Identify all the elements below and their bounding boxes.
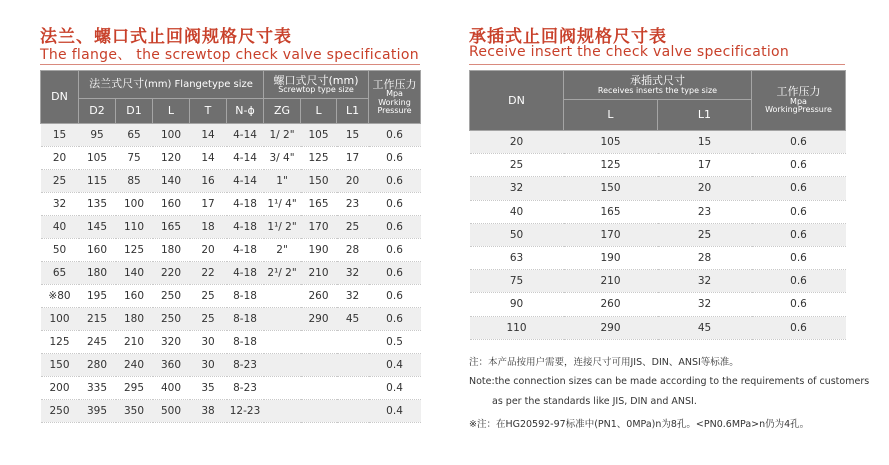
left-table-cell: 0.6 bbox=[369, 147, 421, 170]
left-table-cell: 240 bbox=[116, 354, 153, 377]
col-header-screw-l: L bbox=[301, 99, 337, 124]
left-table-body bbox=[41, 124, 421, 423]
left-table-cell: 190 bbox=[301, 239, 337, 262]
pressure-cn: 工作压力 bbox=[372, 77, 417, 91]
left-table-cell: 135 bbox=[79, 193, 116, 216]
pressure-en-mpa: Mpa bbox=[386, 89, 403, 99]
left-table-cell: 105 bbox=[79, 147, 116, 170]
left-table-cell bbox=[301, 400, 337, 423]
left-table-cell bbox=[301, 377, 337, 400]
left-table-cell: 65 bbox=[41, 262, 79, 285]
right-table-row bbox=[470, 154, 846, 177]
col-header-t: T bbox=[190, 99, 227, 124]
left-table-cell: 140 bbox=[153, 170, 190, 193]
left-table-cell: 250 bbox=[41, 400, 79, 423]
right-col-header-pressure bbox=[752, 71, 846, 131]
flange-group-cn: 法兰式尺寸 bbox=[89, 77, 145, 91]
left-table-cell: 4-14 bbox=[227, 170, 264, 193]
left-table-row bbox=[41, 147, 421, 170]
right-table-cell: 17 bbox=[658, 154, 752, 177]
left-table-cell: 320 bbox=[153, 331, 190, 354]
right-table-cell: 15 bbox=[658, 131, 752, 154]
left-table-cell: 125 bbox=[116, 239, 153, 262]
left-table-cell: 335 bbox=[79, 377, 116, 400]
right-table-cell: 45 bbox=[658, 316, 752, 339]
left-table-cell: 150 bbox=[41, 354, 79, 377]
left-table-cell: 245 bbox=[79, 331, 116, 354]
right-table-cell: 23 bbox=[658, 200, 752, 223]
left-table-cell: 22 bbox=[190, 262, 227, 285]
left-table-cell: 1¹/ 4" bbox=[264, 193, 301, 216]
left-table-cell: 160 bbox=[116, 285, 153, 308]
left-table-cell: 400 bbox=[153, 377, 190, 400]
right-title-cn: 承插式止回阀规格尺寸表 bbox=[469, 27, 667, 47]
left-table-cell: 145 bbox=[79, 216, 116, 239]
left-table-cell: 0.6 bbox=[369, 216, 421, 239]
col-header-pressure bbox=[369, 71, 421, 124]
right-col-header-dn: DN bbox=[470, 71, 564, 131]
right-table-cell: 63 bbox=[470, 246, 564, 269]
right-table-row bbox=[470, 293, 846, 316]
left-table-cell: 120 bbox=[153, 147, 190, 170]
left-table-cell: 16 bbox=[190, 170, 227, 193]
left-table-cell bbox=[264, 354, 301, 377]
right-table-row bbox=[470, 200, 846, 223]
left-table-cell: 295 bbox=[116, 377, 153, 400]
right-table-cell: 40 bbox=[470, 200, 564, 223]
right-table-cell: 32 bbox=[658, 270, 752, 293]
left-table-cell: 50 bbox=[41, 239, 79, 262]
col-header-dn: DN bbox=[41, 71, 79, 124]
left-table-cell: 0.6 bbox=[369, 262, 421, 285]
left-table-row bbox=[41, 124, 421, 147]
left-table-cell: 250 bbox=[153, 308, 190, 331]
left-table-cell: 3/ 4" bbox=[264, 147, 301, 170]
left-table-row bbox=[41, 354, 421, 377]
right-table-cell: 32 bbox=[470, 177, 564, 200]
right-table-cell: 0.6 bbox=[752, 246, 846, 269]
left-table-cell: 150 bbox=[301, 170, 337, 193]
right-table-cell: 32 bbox=[658, 293, 752, 316]
left-table-cell: 0.6 bbox=[369, 124, 421, 147]
left-table-cell: 20 bbox=[190, 239, 227, 262]
left-table-row bbox=[41, 262, 421, 285]
left-table-cell: 25 bbox=[190, 285, 227, 308]
left-table-cell: 1" bbox=[264, 170, 301, 193]
right-pressure-en-mpa: Mpa bbox=[790, 96, 807, 106]
right-table-cell: 125 bbox=[564, 154, 658, 177]
left-table-cell: 280 bbox=[79, 354, 116, 377]
left-table-cell: 140 bbox=[116, 262, 153, 285]
left-table-cell: 500 bbox=[153, 400, 190, 423]
left-table-cell bbox=[337, 377, 369, 400]
left-table-cell: 125 bbox=[301, 147, 337, 170]
left-table-cell bbox=[337, 354, 369, 377]
left-table-cell: 32 bbox=[41, 193, 79, 216]
left-table-cell: 85 bbox=[116, 170, 153, 193]
left-table-cell bbox=[337, 331, 369, 354]
left-table-cell: 125 bbox=[41, 331, 79, 354]
left-table-cell: 15 bbox=[337, 124, 369, 147]
left-table-cell: 14 bbox=[190, 147, 227, 170]
right-table-row bbox=[470, 177, 846, 200]
left-table-cell: 0.6 bbox=[369, 239, 421, 262]
right-title-rule bbox=[469, 64, 845, 65]
left-table-cell: 30 bbox=[190, 331, 227, 354]
note-line-3: as per the standards like JIS, DIN and ANSI. bbox=[492, 396, 697, 407]
right-table-row bbox=[470, 316, 846, 339]
right-table-body bbox=[470, 131, 846, 340]
left-table-cell: 8-23 bbox=[227, 377, 264, 400]
left-table-cell: 25 bbox=[41, 170, 79, 193]
left-table-cell bbox=[337, 400, 369, 423]
left-table-cell: 0.4 bbox=[369, 400, 421, 423]
left-table-cell: 20 bbox=[337, 170, 369, 193]
left-table-cell: 17 bbox=[337, 147, 369, 170]
left-title-cn: 法兰、螺口式止回阀规格尺寸表 bbox=[40, 27, 292, 47]
pressure-en-working: Working bbox=[378, 97, 411, 107]
left-table-cell: 32 bbox=[337, 262, 369, 285]
right-table-cell: 210 bbox=[564, 270, 658, 293]
left-table-cell: 40 bbox=[41, 216, 79, 239]
left-table-cell: 210 bbox=[116, 331, 153, 354]
left-table-cell: 180 bbox=[116, 308, 153, 331]
left-table-cell: ※80 bbox=[41, 285, 79, 308]
left-table-cell: 0.4 bbox=[369, 354, 421, 377]
left-table-cell bbox=[301, 354, 337, 377]
right-table-row bbox=[470, 131, 846, 154]
right-table-cell: 165 bbox=[564, 200, 658, 223]
flange-group-header bbox=[79, 71, 264, 99]
left-table-cell: 165 bbox=[301, 193, 337, 216]
left-table-row bbox=[41, 285, 421, 308]
right-table-cell: 0.6 bbox=[752, 154, 846, 177]
right-table-cell: 50 bbox=[470, 223, 564, 246]
left-table-row bbox=[41, 170, 421, 193]
left-table-cell: 260 bbox=[301, 285, 337, 308]
note-line-4: ※注：在HG20592-97标准中(PN1、0MPa)n为8孔。<PN0.6MPa>n仍为4孔。 bbox=[469, 419, 810, 430]
right-table-cell: 110 bbox=[470, 316, 564, 339]
left-table-cell: 8-18 bbox=[227, 285, 264, 308]
left-table-cell: 160 bbox=[79, 239, 116, 262]
pressure-en-pressure: Pressure bbox=[377, 105, 412, 115]
left-table-cell: 180 bbox=[153, 239, 190, 262]
note-line-1: 注：本产品按用户需要，连接尺寸可用JIS、DIN、ANSI等标准。 bbox=[469, 357, 739, 368]
left-table-cell: 395 bbox=[79, 400, 116, 423]
left-table-cell: 4-18 bbox=[227, 193, 264, 216]
left-table-cell: 14 bbox=[190, 124, 227, 147]
left-table-row bbox=[41, 377, 421, 400]
left-table-row bbox=[41, 216, 421, 239]
left-table-cell bbox=[264, 308, 301, 331]
left-table-row bbox=[41, 331, 421, 354]
flange-group-en: (mm) Flangetype size bbox=[144, 79, 253, 91]
left-table-cell: 4-18 bbox=[227, 239, 264, 262]
right-table-cell: 90 bbox=[470, 293, 564, 316]
left-table-cell: 4-18 bbox=[227, 216, 264, 239]
left-table-cell bbox=[264, 331, 301, 354]
right-table-cell: 170 bbox=[564, 223, 658, 246]
left-table-cell: 4-18 bbox=[227, 262, 264, 285]
left-table-cell: 350 bbox=[116, 400, 153, 423]
right-group-en: Receives inserts the type size bbox=[597, 85, 718, 95]
left-table-cell: 15 bbox=[41, 124, 79, 147]
left-table-cell: 1¹/ 2" bbox=[264, 216, 301, 239]
right-col-header-l1: L1 bbox=[658, 100, 752, 131]
left-title-rule bbox=[40, 64, 420, 65]
left-table-cell: 165 bbox=[153, 216, 190, 239]
left-table-cell bbox=[264, 285, 301, 308]
col-header-l1: L1 bbox=[337, 99, 369, 124]
left-table-cell: 45 bbox=[337, 308, 369, 331]
right-table-cell: 25 bbox=[658, 223, 752, 246]
right-table-cell: 28 bbox=[658, 246, 752, 269]
left-table-cell: 20 bbox=[41, 147, 79, 170]
note-line-2: Note:the connection sizes can be made according to the requirements of customers bbox=[469, 376, 870, 387]
left-table-cell: 105 bbox=[301, 124, 337, 147]
right-table-cell: 0.6 bbox=[752, 223, 846, 246]
left-table-cell: 25 bbox=[337, 216, 369, 239]
left-table-cell: 160 bbox=[153, 193, 190, 216]
left-table-cell: 4-14 bbox=[227, 124, 264, 147]
left-table-cell: 35 bbox=[190, 377, 227, 400]
right-table-cell: 105 bbox=[564, 131, 658, 154]
left-table-cell: 18 bbox=[190, 216, 227, 239]
left-table-row bbox=[41, 239, 421, 262]
right-table-cell: 75 bbox=[470, 270, 564, 293]
right-table-cell: 190 bbox=[564, 246, 658, 269]
left-table-cell: 8-18 bbox=[227, 331, 264, 354]
left-table-cell: 65 bbox=[116, 124, 153, 147]
left-table-cell: 2¹/ 2" bbox=[264, 262, 301, 285]
left-table-cell: 220 bbox=[153, 262, 190, 285]
left-table-cell: 100 bbox=[41, 308, 79, 331]
left-table-cell: 0.4 bbox=[369, 377, 421, 400]
left-table-cell: 115 bbox=[79, 170, 116, 193]
left-table-cell: 0.6 bbox=[369, 193, 421, 216]
col-header-d2: D2 bbox=[79, 99, 116, 124]
left-table-cell: 12-23 bbox=[227, 400, 264, 423]
flange-screwtop-spec-table bbox=[40, 70, 421, 423]
left-table-cell bbox=[264, 377, 301, 400]
right-table-row bbox=[470, 246, 846, 269]
left-table-cell: 200 bbox=[41, 377, 79, 400]
left-table-row bbox=[41, 308, 421, 331]
left-table-cell: 290 bbox=[301, 308, 337, 331]
right-table-cell: 0.6 bbox=[752, 293, 846, 316]
right-table-cell: 0.6 bbox=[752, 131, 846, 154]
left-table-cell: 180 bbox=[79, 262, 116, 285]
left-table-cell: 0.6 bbox=[369, 170, 421, 193]
right-table-cell: 0.6 bbox=[752, 270, 846, 293]
right-table-row bbox=[470, 270, 846, 293]
left-table-cell: 0.6 bbox=[369, 285, 421, 308]
right-table-cell: 150 bbox=[564, 177, 658, 200]
left-table-cell: 38 bbox=[190, 400, 227, 423]
left-table-cell: 17 bbox=[190, 193, 227, 216]
left-table-cell: 250 bbox=[153, 285, 190, 308]
left-table-cell: 95 bbox=[79, 124, 116, 147]
left-table-row bbox=[41, 400, 421, 423]
left-table-cell: 25 bbox=[190, 308, 227, 331]
right-table-cell: 260 bbox=[564, 293, 658, 316]
right-table-cell: 0.6 bbox=[752, 177, 846, 200]
col-header-zg: ZG bbox=[264, 99, 301, 124]
left-table-cell: 32 bbox=[337, 285, 369, 308]
left-table-cell: 2" bbox=[264, 239, 301, 262]
left-table-cell: 75 bbox=[116, 147, 153, 170]
left-table-cell: 110 bbox=[116, 216, 153, 239]
right-table-cell: 0.6 bbox=[752, 316, 846, 339]
col-header-n-phi: N-ϕ bbox=[227, 99, 264, 124]
left-table-cell: 215 bbox=[79, 308, 116, 331]
right-col-header-l: L bbox=[564, 100, 658, 131]
left-table-cell: 100 bbox=[153, 124, 190, 147]
left-table-cell bbox=[264, 400, 301, 423]
left-table-cell: 30 bbox=[190, 354, 227, 377]
right-table-cell: 290 bbox=[564, 316, 658, 339]
right-table-cell: 20 bbox=[658, 177, 752, 200]
right-group-cn: 承插式尺寸 bbox=[630, 74, 685, 88]
right-pressure-cn: 工作压力 bbox=[776, 85, 821, 99]
left-table-cell: 23 bbox=[337, 193, 369, 216]
left-table-cell: 0.5 bbox=[369, 331, 421, 354]
left-table-cell: 28 bbox=[337, 239, 369, 262]
right-title-en: Receive insert the check valve specification bbox=[469, 44, 790, 60]
col-header-l: L bbox=[153, 99, 190, 124]
left-table-cell: 8-18 bbox=[227, 308, 264, 331]
left-table-row bbox=[41, 193, 421, 216]
left-table-cell: 195 bbox=[79, 285, 116, 308]
left-table-cell: 100 bbox=[116, 193, 153, 216]
left-table-cell: 0.6 bbox=[369, 308, 421, 331]
left-table-cell: 4-14 bbox=[227, 147, 264, 170]
left-table-cell: 360 bbox=[153, 354, 190, 377]
right-group-header bbox=[564, 71, 752, 100]
left-table-cell: 1/ 2" bbox=[264, 124, 301, 147]
right-table-cell: 0.6 bbox=[752, 200, 846, 223]
left-table-cell: 170 bbox=[301, 216, 337, 239]
screw-group-header bbox=[264, 71, 369, 99]
left-table-cell bbox=[301, 331, 337, 354]
screw-group-en: Screwtop type size bbox=[278, 85, 354, 95]
right-table-row bbox=[470, 223, 846, 246]
left-title-en: The flange、 the screwtop check valve specification bbox=[40, 47, 419, 63]
right-table-cell: 25 bbox=[470, 154, 564, 177]
right-pressure-en-working: WorkingPressure bbox=[765, 105, 832, 115]
left-table-cell: 8-23 bbox=[227, 354, 264, 377]
receive-insert-spec-table bbox=[469, 70, 846, 340]
right-table-cell: 20 bbox=[470, 131, 564, 154]
left-table-cell: 210 bbox=[301, 262, 337, 285]
col-header-d1: D1 bbox=[116, 99, 153, 124]
screw-group-cn: 螺口式尺寸(mm) bbox=[273, 73, 359, 87]
